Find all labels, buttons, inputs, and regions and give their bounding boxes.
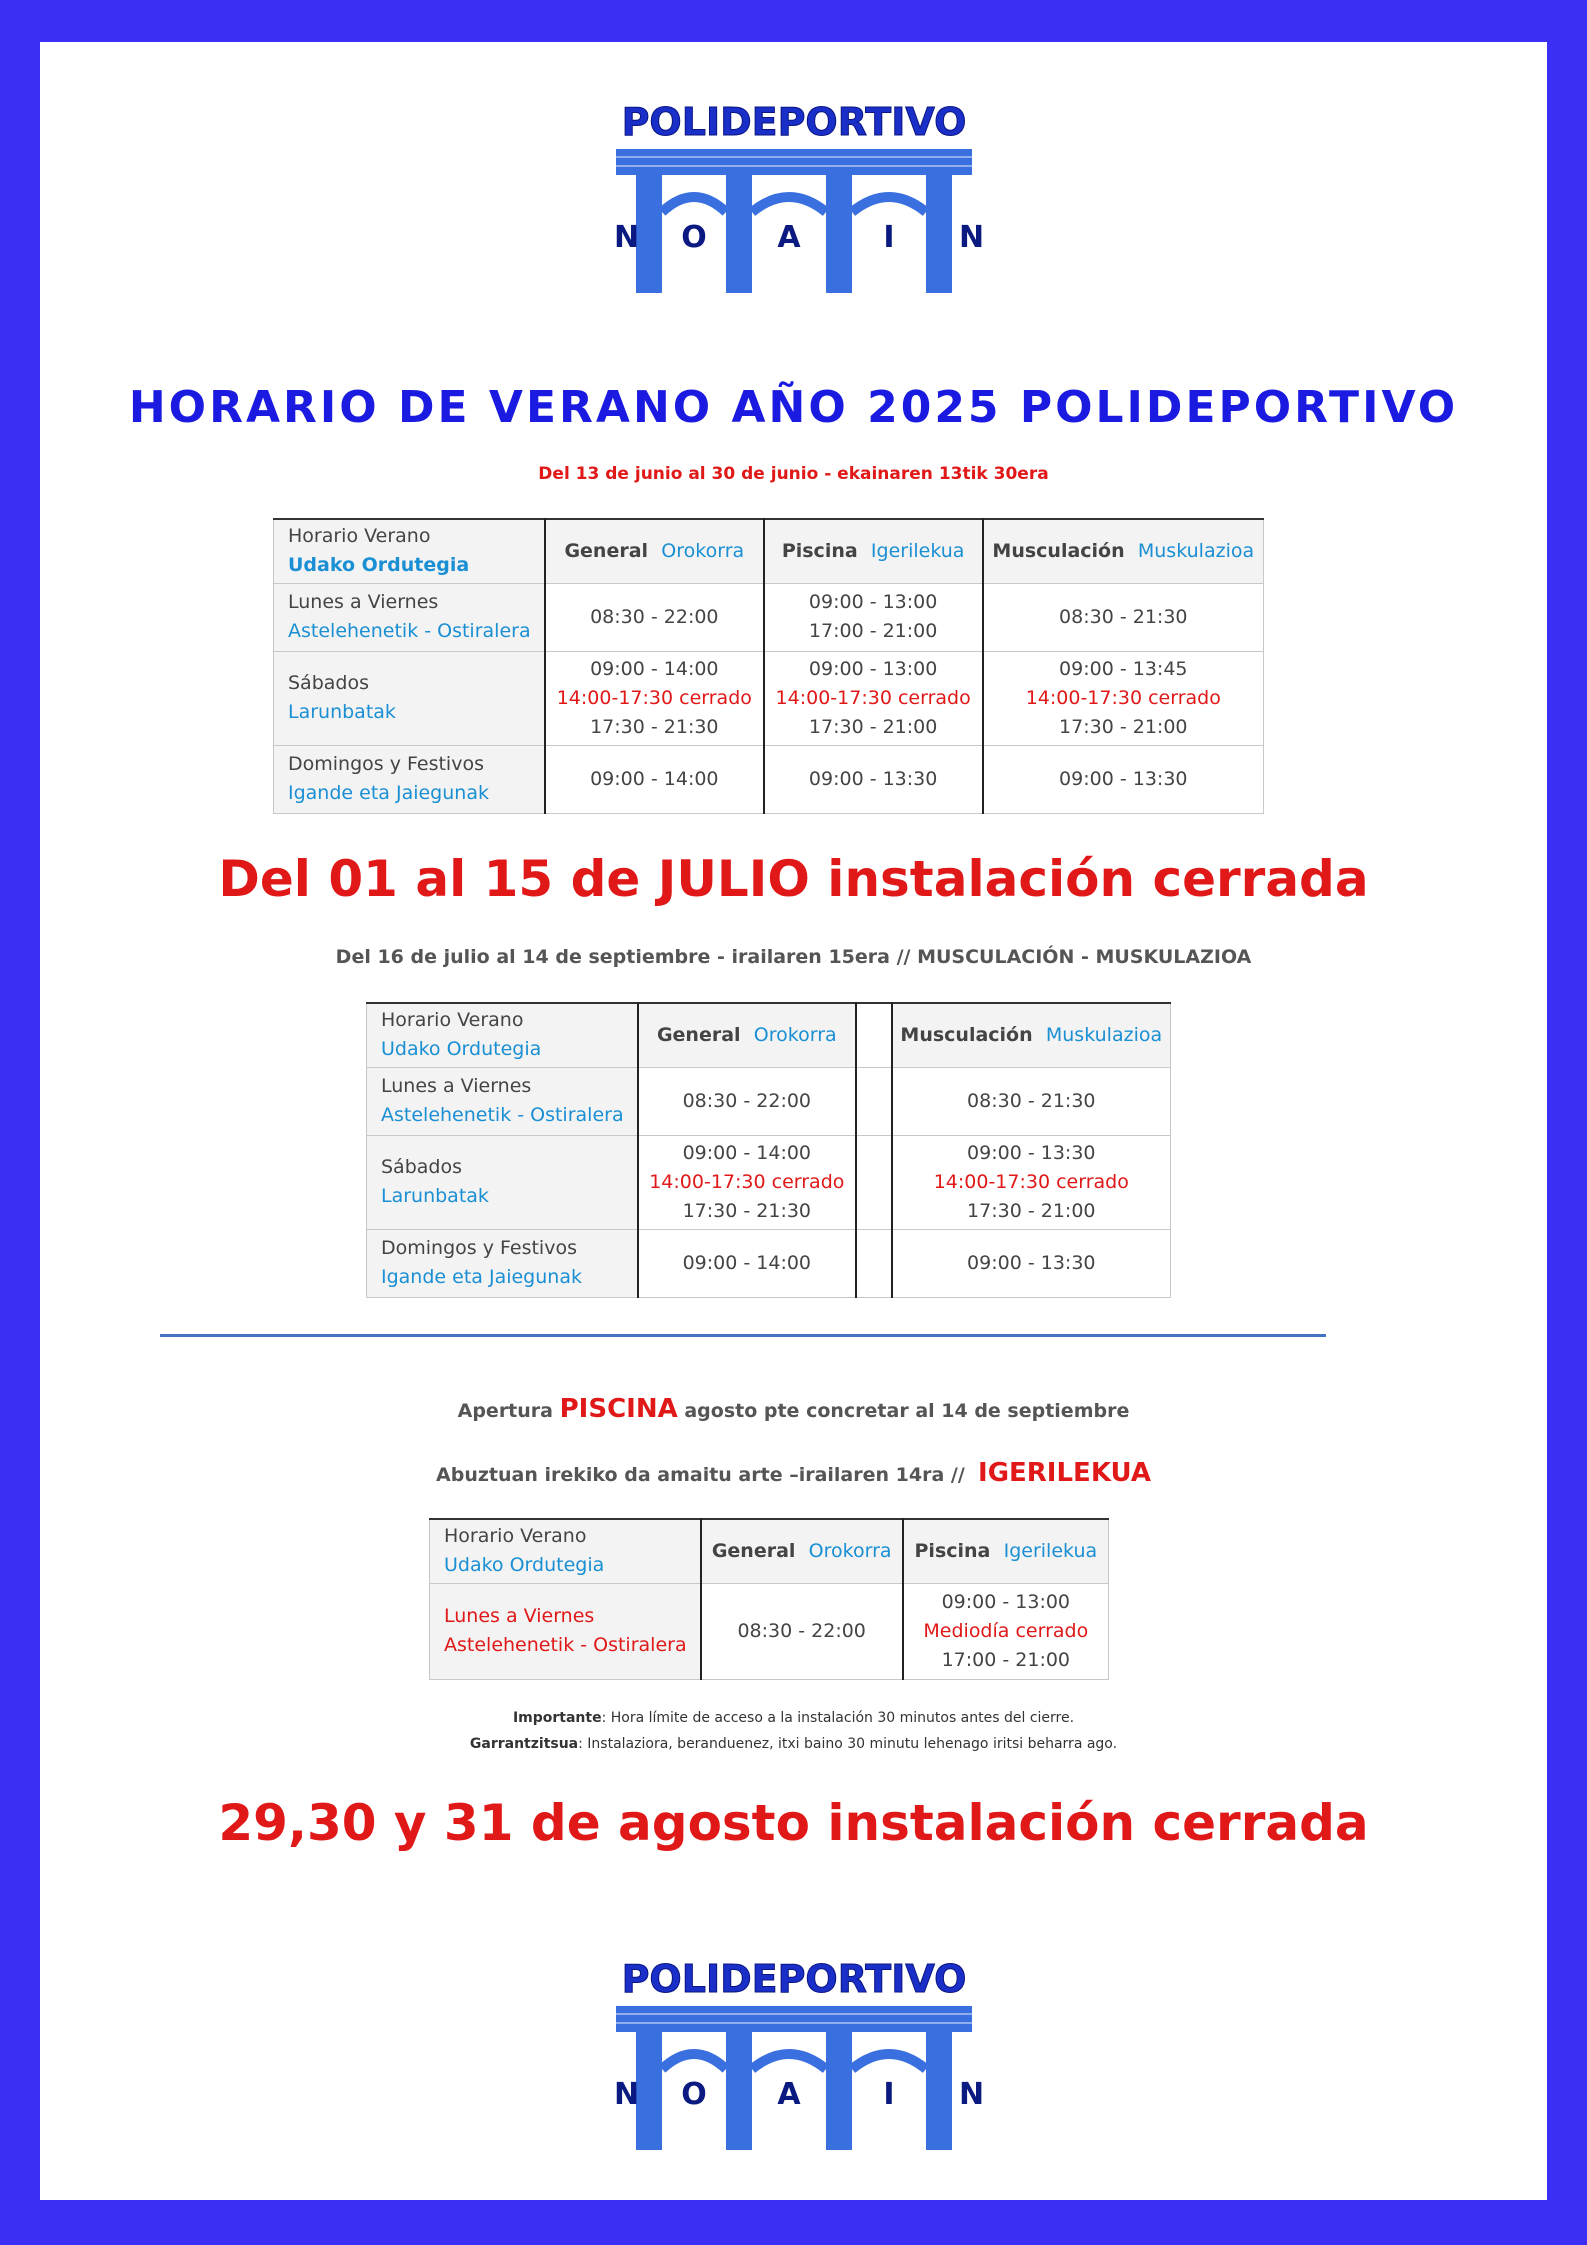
cell-musculacion: 09:00 - 13:30 xyxy=(983,745,1264,813)
logo-top xyxy=(40,97,1547,297)
cell-musculacion: 08:30 - 21:30 xyxy=(983,583,1264,651)
period-1-label: Del 13 de junio al 30 de junio - ekainaren 13tik 30era xyxy=(538,464,1049,484)
cell-general: 09:00 - 14:00 14:00-17:30 cerrado 17:30 - 21:30 xyxy=(545,651,764,745)
row-label: Lunes a Viernes Astelehenetik - Ostiralera xyxy=(430,1583,701,1679)
cell-piscina: 09:00 - 13:00 14:00-17:30 cerrado 17:30 - 21:00 xyxy=(764,651,983,745)
row-label: Domingos y Festivos Igande eta Jaiegunak xyxy=(367,1229,638,1297)
svg-text:I: I xyxy=(882,2077,895,2112)
closed-august-notice: 29,30 y 31 de agosto instalación cerrada xyxy=(218,1794,1369,1852)
spacer-cell xyxy=(856,1067,892,1135)
cell-general: 09:00 - 14:00 14:00-17:30 cerrado 17:30 - 21:30 xyxy=(638,1135,856,1229)
spacer-cell xyxy=(856,1003,892,1067)
schedule-sheet xyxy=(40,42,1547,2200)
schedule-table-june xyxy=(273,518,1264,814)
row-label: Domingos y Festivos Igande eta Jaiegunak xyxy=(274,745,545,813)
corner-cell: Horario Verano Udako Ordutegia xyxy=(274,519,545,583)
corner-cell: Horario Verano Udako Ordutegia xyxy=(367,1003,638,1067)
svg-text:A: A xyxy=(776,2077,801,2112)
note-important: Importante: Hora límite de acceso a la instalación 30 minutos antes del cierre. xyxy=(512,1710,1075,1726)
cell-piscina: 09:00 - 13:00 Mediodía cerrado 17:00 - 21:00 xyxy=(903,1583,1109,1679)
svg-text:POLIDEPORTIVO: POLIDEPORTIVO xyxy=(621,100,966,144)
cell-general: 09:00 - 14:00 xyxy=(545,745,764,813)
pool-opening-line: Apertura PISCINA agosto pte concretar al 14 de septiembre xyxy=(457,1394,1130,1424)
cell-general: 09:00 - 14:00 xyxy=(638,1229,856,1297)
svg-text:O: O xyxy=(680,2077,707,2112)
row-label: Lunes a Viernes Astelehenetik - Ostiralera xyxy=(367,1067,638,1135)
svg-text:POLIDEPORTIVO: POLIDEPORTIVO xyxy=(621,1957,966,2001)
svg-text:O: O xyxy=(680,220,707,255)
header-general: General Orokorra xyxy=(545,519,764,583)
table-header-row xyxy=(430,1519,1109,1583)
page-title: HORARIO DE VERANO AÑO 2025 POLIDEPORTIVO xyxy=(128,382,1459,433)
table-row xyxy=(274,745,1264,813)
svg-text:N: N xyxy=(958,220,984,255)
section-divider xyxy=(160,1334,1326,1337)
corner-cell: Horario Verano Udako Ordutegia xyxy=(430,1519,701,1583)
cell-piscina: 09:00 - 13:30 xyxy=(764,745,983,813)
table-row xyxy=(274,583,1264,651)
cell-general: 08:30 - 22:00 xyxy=(545,583,764,651)
table-row xyxy=(430,1583,1109,1679)
cell-musculacion: 08:30 - 21:30 xyxy=(892,1067,1171,1135)
svg-text:N: N xyxy=(958,2077,984,2112)
header-piscina: Piscina Igerilekua xyxy=(764,519,983,583)
svg-text:N: N xyxy=(613,2077,639,2112)
spacer-cell xyxy=(856,1229,892,1297)
table-row xyxy=(274,651,1264,745)
schedule-table-pool-august xyxy=(429,1518,1109,1680)
table-header-row xyxy=(367,1003,1171,1067)
row-label: Sábados Larunbatak xyxy=(367,1135,638,1229)
svg-text:I: I xyxy=(882,220,895,255)
svg-text:N: N xyxy=(613,220,639,255)
svg-text:A: A xyxy=(776,220,801,255)
cell-musculacion: 09:00 - 13:30 xyxy=(892,1229,1171,1297)
cell-piscina: 09:00 - 13:00 17:00 - 21:00 xyxy=(764,583,983,651)
header-musculacion: Musculación Muskulazioa xyxy=(892,1003,1171,1067)
pool-opening-line-eu: Abuztuan irekiko da amaitu arte –irailaren 14ra // IGERILEKUA xyxy=(436,1458,1151,1488)
cell-musculacion: 09:00 - 13:45 14:00-17:30 cerrado 17:30 - 21:00 xyxy=(983,651,1264,745)
cell-general: 08:30 - 22:00 xyxy=(701,1583,903,1679)
header-general: General Orokorra xyxy=(638,1003,856,1067)
table-row xyxy=(367,1067,1171,1135)
row-label: Sábados Larunbatak xyxy=(274,651,545,745)
table-row xyxy=(367,1135,1171,1229)
polideportivo-logo-icon xyxy=(584,1954,1004,2154)
cell-general: 08:30 - 22:00 xyxy=(638,1067,856,1135)
row-label: Lunes a Viernes Astelehenetik - Ostiralera xyxy=(274,583,545,651)
schedule-table-july-sept xyxy=(366,1002,1171,1298)
header-general: General Orokorra xyxy=(701,1519,903,1583)
header-piscina: Piscina Igerilekua xyxy=(903,1519,1109,1583)
table-row xyxy=(367,1229,1171,1297)
header-musculacion: Musculación Muskulazioa xyxy=(983,519,1264,583)
period-2-label: Del 16 de julio al 14 de septiembre - irailaren 15era // MUSCULACIÓN - MUSKULAZIOA xyxy=(335,946,1252,968)
cell-musculacion: 09:00 - 13:30 14:00-17:30 cerrado 17:30 - 21:00 xyxy=(892,1135,1171,1229)
logo-bottom xyxy=(40,1954,1547,2154)
note-important-eu: Garrantzitsua: Instalaziora, beranduenez, itxi baino 30 minutu lehenago iritsi beharra ago. xyxy=(469,1736,1118,1752)
closed-july-notice: Del 01 al 15 de JULIO instalación cerrada xyxy=(218,850,1369,908)
polideportivo-logo-icon xyxy=(584,97,1004,297)
table-header-row xyxy=(274,519,1264,583)
spacer-cell xyxy=(856,1135,892,1229)
